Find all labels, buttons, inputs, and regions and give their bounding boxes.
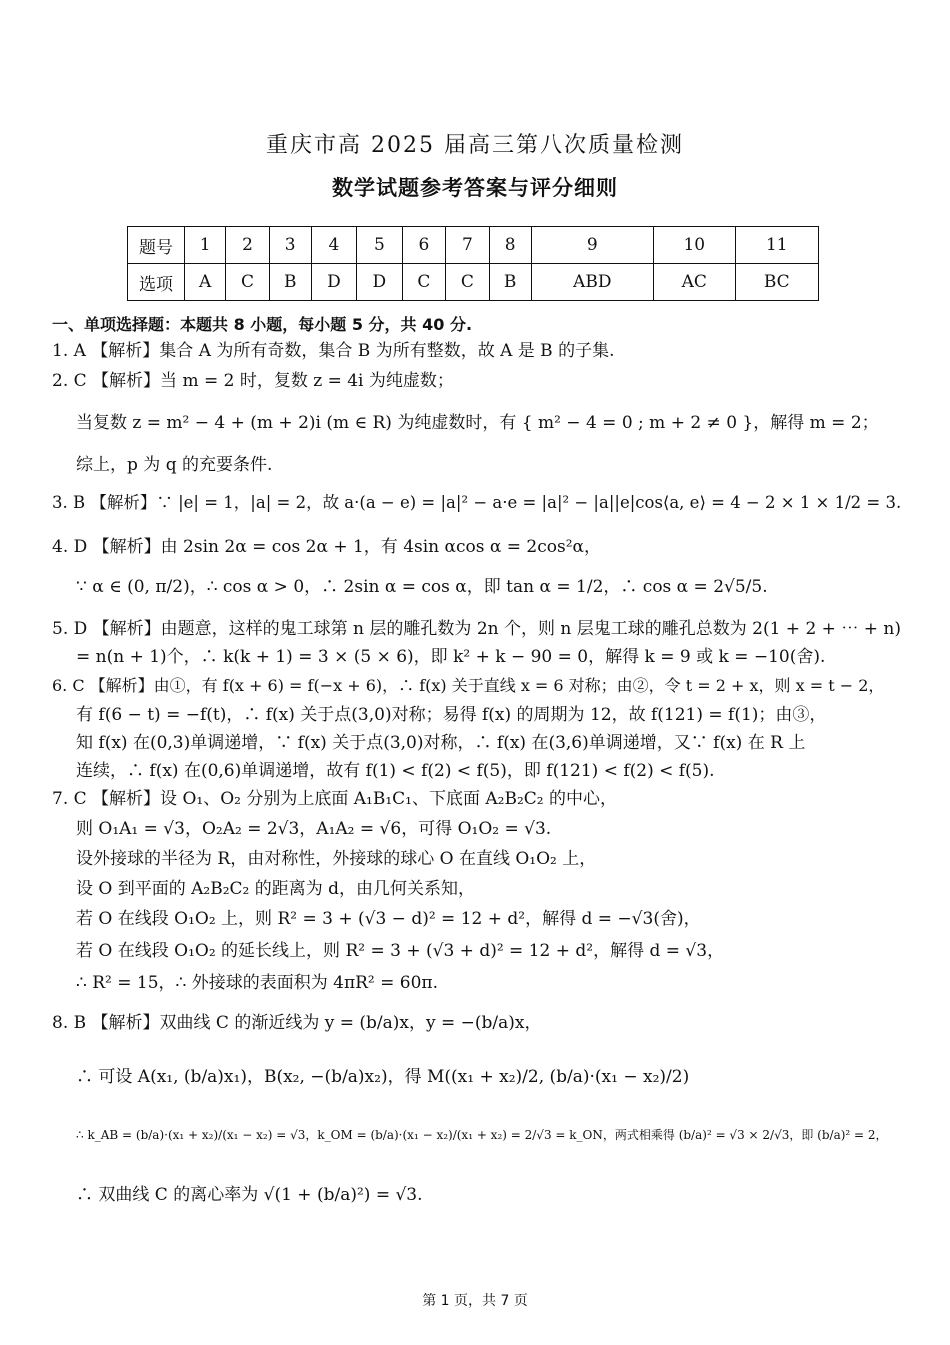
answer-table-row-answers xyxy=(128,264,819,301)
solution-line: 连续，∴ f(x) 在(0,6)单调递增，故有 f(1) < f(2) < f(5)，即 f(121) < f(2) < f(5). xyxy=(76,761,715,781)
section-heading: 一、单项选择题：本题共 8 小题，每小题 5 分，共 40 分. xyxy=(52,315,473,334)
solution-line: 有 f(6 − t) = −f(t)，∴ f(x) 关于点(3,0)对称；易得 f(x) 的周期为 12，故 f(121) = f(1)；由③， xyxy=(76,705,827,725)
question-number-cell: 4 xyxy=(311,227,356,264)
solution-line: ∴ 双曲线 C 的离心率为 √(1 + (b/a)²) = √3. xyxy=(76,1185,423,1205)
solution-line: 若 O 在线段 O₁O₂ 的延长线上，则 R² = 3 + (√3 + d)² = 12 + d²，解得 d = √3， xyxy=(76,941,725,961)
question-number-cell: 6 xyxy=(402,227,446,264)
solution-line: 当复数 z = m² − 4 + (m + 2)i (m ∈ R) 为纯虚数时，有 { m² − 4 = 0 ; m + 2 ≠ 0 }，解得 m = 2； xyxy=(76,413,879,433)
answer-cell: B xyxy=(269,264,311,301)
answer-cell: C xyxy=(446,264,490,301)
answer-cell: ABD xyxy=(531,264,653,301)
solution-line: ∵ α ∈ (0, π/2)，∴ cos α > 0，∴ 2sin α = cos α，即 tan α = 1/2，∴ cos α = 2√5/5. xyxy=(76,577,768,597)
solution-line: 8. B 【解析】双曲线 C 的渐近线为 y = (b/a)x，y = −(b/a)x， xyxy=(52,1013,542,1033)
answer-cell: BC xyxy=(735,264,818,301)
solution-line: 6. C 【解析】由①，有 f(x + 6) = f(−x + 6)，∴ f(x) 关于直线 x = 6 对称；由②，令 t = 2 + x，则 x = t − 2， xyxy=(52,676,885,695)
solution-line: 2. C 【解析】当 m = 2 时，复数 z = 4i 为纯虚数； xyxy=(52,371,454,391)
question-number-cell: 7 xyxy=(446,227,490,264)
question-number-cell: 3 xyxy=(269,227,311,264)
answer-cell: D xyxy=(311,264,356,301)
solution-line: 3. B 【解析】∵ |e| = 1，|a| = 2，故 a·(a − e) = |a|² − a·e = |a|² − |a||e|cos⟨a, e⟩ = 4 − 2 × 1 × 1/2 = 3. xyxy=(52,493,902,512)
solution-line: 设外接球的半径为 R，由对称性，外接球的球心 O 在直线 O₁O₂ 上， xyxy=(76,849,597,869)
solution-line: ∴ k_AB = (b/a)·(x₁ + x₂)/(x₁ − x₂) = √3，k_OM = (b/a)·(x₁ − x₂)/(x₁ + x₂) = 2/√3 = k_ON，两式相乘得 (b/a)² = √3 × 2/√3，即 (b/a)² = 2， xyxy=(76,1128,888,1142)
question-number-cell: 2 xyxy=(226,227,270,264)
solution-line: 设 O 到平面的 A₂B₂C₂ 的距离为 d，由几何关系知， xyxy=(76,879,476,899)
page-footer: 第 1 页，共 7 页 xyxy=(422,1293,528,1309)
answer-table-row-numbers xyxy=(128,227,819,264)
question-number-cell: 8 xyxy=(489,227,531,264)
answer-cell: C xyxy=(226,264,270,301)
answer-table xyxy=(127,226,819,301)
solution-line: 7. C 【解析】设 O₁、O₂ 分别为上底面 A₁B₁C₁、下底面 A₂B₂C₂ 的中心， xyxy=(52,789,618,809)
answer-cell: D xyxy=(357,264,402,301)
solution-line: 则 O₁A₁ = √3，O₂A₂ = 2√3，A₁A₂ = √6，可得 O₁O₂ = √3. xyxy=(76,819,552,839)
solution-line: 4. D 【解析】由 2sin 2α = cos 2α + 1，有 4sin αcos α = 2cos²α， xyxy=(52,537,602,557)
answer-cell: B xyxy=(489,264,531,301)
row-header-number: 题号 xyxy=(128,227,185,264)
row-header-answer: 选项 xyxy=(128,264,185,301)
answer-cell: A xyxy=(185,264,226,301)
question-number-cell: 11 xyxy=(735,227,818,264)
question-number-cell: 5 xyxy=(357,227,402,264)
solution-line: ∴ 可设 A(x₁, (b/a)x₁)，B(x₂, −(b/a)x₂)，得 M((x₁ + x₂)/2, (b/a)·(x₁ − x₂)/2) xyxy=(76,1067,690,1087)
question-number-cell: 9 xyxy=(531,227,653,264)
solution-line: 5. D 【解析】由题意，这样的鬼工球第 n 层的雕孔数为 2n 个，则 n 层鬼工球的雕孔总数为 2(1 + 2 + ⋯ + n) xyxy=(52,619,901,639)
solution-line: = n(n + 1)个，∴ k(k + 1) = 3 × (5 × 6)，即 k² + k − 90 = 0，解得 k = 9 或 k = −10(舍). xyxy=(76,647,826,667)
solution-line: 综上，p 为 q 的充要条件. xyxy=(76,455,273,475)
answer-cell: AC xyxy=(653,264,735,301)
document-subtitle: 数学试题参考答案与评分细则 xyxy=(332,176,618,200)
question-number-cell: 10 xyxy=(653,227,735,264)
solution-line: ∴ R² = 15，∴ 外接球的表面积为 4πR² = 60π. xyxy=(76,973,439,993)
solution-line: 知 f(x) 在(0,3)单调递增，∵ f(x) 关于点(3,0)对称，∴ f(x) 在(3,6)单调递增，又∵ f(x) 在 R 上 xyxy=(76,733,806,753)
answer-cell: C xyxy=(402,264,446,301)
solution-line: 若 O 在线段 O₁O₂ 上，则 R² = 3 + (√3 − d)² = 12 + d²，解得 d = −√3(舍)， xyxy=(76,909,701,929)
document-title: 重庆市高 2025 届高三第八次质量检测 xyxy=(266,133,684,158)
solution-line: 1. A 【解析】集合 A 为所有奇数，集合 B 为所有整数，故 A 是 B 的子集. xyxy=(52,341,615,361)
question-number-cell: 1 xyxy=(185,227,226,264)
